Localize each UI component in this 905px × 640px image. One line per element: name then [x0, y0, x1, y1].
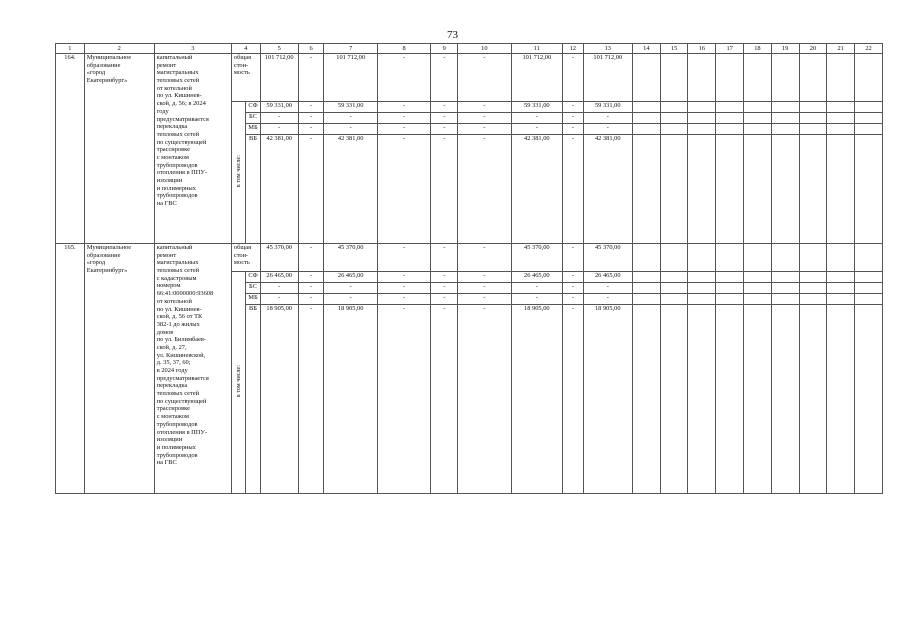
value-cell: 45 370,00	[260, 244, 298, 272]
empty-cell	[688, 113, 716, 124]
empty-cell	[799, 135, 827, 244]
value-cell: -	[298, 283, 324, 294]
empty-cell	[827, 102, 855, 113]
value-cell: -	[431, 135, 458, 244]
value-cell: -	[260, 283, 298, 294]
empty-cell	[632, 244, 660, 272]
value-cell: -	[377, 305, 430, 494]
empty-cell	[688, 124, 716, 135]
value-cell: -	[298, 102, 324, 113]
empty-cell	[771, 305, 799, 494]
empty-cell	[688, 135, 716, 244]
value-cell: 42 381,00	[583, 135, 632, 244]
header-row	[56, 44, 883, 54]
empty-cell	[855, 54, 883, 102]
row-number: 165.	[56, 244, 85, 494]
empty-cell	[744, 294, 772, 305]
value-cell: -	[563, 283, 584, 294]
empty-cell	[771, 124, 799, 135]
value-cell: -	[458, 54, 511, 102]
empty-cell	[827, 135, 855, 244]
value-cell: -	[431, 305, 458, 494]
value-cell: 59 331,00	[260, 102, 298, 113]
column-number: 12	[563, 44, 584, 54]
value-cell: -	[511, 294, 562, 305]
value-cell: -	[458, 305, 511, 494]
row-number: 164.	[56, 54, 85, 244]
value-cell: -	[260, 294, 298, 305]
empty-cell	[716, 54, 744, 102]
value-cell: -	[324, 124, 377, 135]
empty-cell	[716, 283, 744, 294]
empty-cell	[799, 102, 827, 113]
empty-cell	[799, 283, 827, 294]
empty-cell	[632, 124, 660, 135]
value-cell: 59 331,00	[324, 102, 377, 113]
empty-cell	[827, 124, 855, 135]
column-number: 11	[511, 44, 562, 54]
value-cell: -	[298, 113, 324, 124]
column-number: 9	[431, 44, 458, 54]
empty-cell	[855, 283, 883, 294]
value-cell: -	[431, 124, 458, 135]
empty-cell	[771, 244, 799, 272]
total-cost-label: общая стои- мость	[231, 244, 260, 272]
column-number: 20	[799, 44, 827, 54]
value-cell: -	[511, 283, 562, 294]
column-number: 22	[855, 44, 883, 54]
empty-cell	[688, 283, 716, 294]
empty-cell	[660, 294, 688, 305]
value-cell: -	[563, 54, 584, 102]
empty-cell	[855, 294, 883, 305]
empty-cell	[632, 102, 660, 113]
empty-cell	[799, 272, 827, 283]
column-number: 6	[298, 44, 324, 54]
value-cell: -	[377, 272, 430, 283]
total-cost-label: общая стои- мость	[231, 54, 260, 102]
empty-cell	[716, 305, 744, 494]
value-cell: -	[583, 283, 632, 294]
value-cell: -	[377, 294, 430, 305]
including-label: в том числе:	[234, 155, 242, 188]
empty-cell	[771, 113, 799, 124]
value-cell: -	[377, 54, 430, 102]
value-cell: 101 712,00	[324, 54, 377, 102]
value-cell: -	[583, 124, 632, 135]
value-cell: -	[458, 113, 511, 124]
column-number: 2	[84, 44, 154, 54]
empty-cell	[688, 54, 716, 102]
value-cell: -	[431, 102, 458, 113]
empty-cell	[716, 272, 744, 283]
value-cell: -	[298, 244, 324, 272]
value-cell: -	[431, 272, 458, 283]
value-cell: 18 905,00	[511, 305, 562, 494]
description-cell: капитальный ремонт магистральных тепловых сетей от котельной по ул. Кишинев- ской, д. 56; в 2024 году предусматривается перекладка тепловых сетей по существующей трассировке с монтажом трубопроводов отопления в ППУ- изоляции и полимерных трубопроводов на ГВС	[154, 54, 231, 244]
empty-cell	[660, 54, 688, 102]
column-number: 19	[771, 44, 799, 54]
value-cell: 101 712,00	[583, 54, 632, 102]
empty-cell	[827, 113, 855, 124]
including-label-cell	[231, 102, 245, 244]
value-cell: -	[431, 244, 458, 272]
empty-cell	[744, 283, 772, 294]
funding-source-label: БС	[246, 113, 260, 124]
funding-source-label: СФ	[246, 102, 260, 113]
empty-cell	[799, 54, 827, 102]
empty-cell	[660, 124, 688, 135]
column-number: 10	[458, 44, 511, 54]
value-cell: -	[377, 283, 430, 294]
empty-cell	[799, 294, 827, 305]
funding-source-label: МБ	[246, 294, 260, 305]
empty-cell	[744, 135, 772, 244]
value-cell: -	[431, 283, 458, 294]
empty-cell	[855, 272, 883, 283]
column-number: 17	[716, 44, 744, 54]
value-cell: -	[563, 124, 584, 135]
empty-cell	[688, 102, 716, 113]
value-cell: -	[377, 102, 430, 113]
empty-cell	[771, 294, 799, 305]
empty-cell	[771, 102, 799, 113]
value-cell: -	[260, 113, 298, 124]
value-cell: 59 331,00	[583, 102, 632, 113]
empty-cell	[716, 113, 744, 124]
value-cell: -	[511, 124, 562, 135]
empty-cell	[827, 294, 855, 305]
empty-cell	[716, 244, 744, 272]
value-cell: 101 712,00	[260, 54, 298, 102]
value-cell: 42 381,00	[324, 135, 377, 244]
empty-cell	[827, 283, 855, 294]
value-cell: -	[298, 305, 324, 494]
including-label: в том числе:	[234, 365, 242, 398]
empty-cell	[799, 244, 827, 272]
column-number: 16	[688, 44, 716, 54]
empty-cell	[827, 305, 855, 494]
value-cell: -	[563, 272, 584, 283]
column-number: 18	[744, 44, 772, 54]
value-cell: -	[298, 272, 324, 283]
value-cell: -	[563, 113, 584, 124]
empty-cell	[855, 124, 883, 135]
column-number: 21	[827, 44, 855, 54]
value-cell: 26 465,00	[511, 272, 562, 283]
empty-cell	[827, 54, 855, 102]
empty-cell	[827, 272, 855, 283]
value-cell: -	[377, 135, 430, 244]
value-cell: -	[458, 272, 511, 283]
owner-cell: Муниципальное образование «город Екатеринбург»	[84, 244, 154, 494]
program-table	[55, 43, 883, 494]
value-cell: -	[563, 244, 584, 272]
empty-cell	[688, 294, 716, 305]
empty-cell	[688, 244, 716, 272]
empty-cell	[855, 102, 883, 113]
value-cell: -	[260, 124, 298, 135]
empty-cell	[660, 244, 688, 272]
column-number: 3	[154, 44, 231, 54]
value-cell: -	[583, 294, 632, 305]
column-number: 8	[377, 44, 430, 54]
funding-source-label: БС	[246, 283, 260, 294]
value-cell: 42 381,00	[260, 135, 298, 244]
empty-cell	[744, 305, 772, 494]
value-cell: -	[511, 113, 562, 124]
empty-cell	[771, 54, 799, 102]
value-cell: -	[298, 135, 324, 244]
empty-cell	[771, 283, 799, 294]
funding-source-label: СФ	[246, 272, 260, 283]
value-cell: 26 465,00	[583, 272, 632, 283]
column-number: 14	[632, 44, 660, 54]
empty-cell	[632, 54, 660, 102]
empty-cell	[799, 124, 827, 135]
value-cell: -	[298, 54, 324, 102]
value-cell: 59 331,00	[511, 102, 562, 113]
value-cell: 42 381,00	[511, 135, 562, 244]
value-cell: 18 905,00	[324, 305, 377, 494]
column-number: 1	[56, 44, 85, 54]
value-cell: -	[583, 113, 632, 124]
empty-cell	[716, 294, 744, 305]
empty-cell	[855, 113, 883, 124]
value-cell: -	[298, 124, 324, 135]
value-cell: -	[458, 244, 511, 272]
funding-source-label: ВБ	[246, 135, 260, 244]
funding-source-label: ВБ	[246, 305, 260, 494]
empty-cell	[799, 305, 827, 494]
empty-cell	[660, 305, 688, 494]
empty-cell	[799, 113, 827, 124]
owner-cell: Муниципальное образование «город Екатеринбург»	[84, 54, 154, 244]
empty-cell	[827, 244, 855, 272]
empty-cell	[660, 135, 688, 244]
page-number: 73	[447, 29, 458, 41]
value-cell: -	[563, 135, 584, 244]
value-cell: -	[324, 283, 377, 294]
including-label-cell	[231, 272, 245, 494]
value-cell: -	[431, 294, 458, 305]
column-number: 7	[324, 44, 377, 54]
value-cell: -	[458, 124, 511, 135]
value-cell: -	[324, 294, 377, 305]
empty-cell	[771, 272, 799, 283]
empty-cell	[632, 272, 660, 283]
empty-cell	[660, 102, 688, 113]
value-cell: -	[377, 124, 430, 135]
empty-cell	[660, 272, 688, 283]
empty-cell	[744, 113, 772, 124]
column-number: 15	[660, 44, 688, 54]
value-cell: -	[431, 113, 458, 124]
empty-cell	[716, 102, 744, 113]
empty-cell	[632, 113, 660, 124]
value-cell: 18 905,00	[583, 305, 632, 494]
empty-cell	[632, 294, 660, 305]
value-cell: -	[377, 113, 430, 124]
empty-cell	[632, 305, 660, 494]
column-number: 5	[260, 44, 298, 54]
value-cell: -	[458, 294, 511, 305]
column-number: 4	[231, 44, 260, 54]
value-cell: -	[458, 135, 511, 244]
value-cell: -	[431, 54, 458, 102]
empty-cell	[744, 54, 772, 102]
value-cell: -	[377, 244, 430, 272]
empty-cell	[855, 244, 883, 272]
funding-source-label: МБ	[246, 124, 260, 135]
value-cell: 18 905,00	[260, 305, 298, 494]
value-cell: -	[563, 294, 584, 305]
empty-cell	[744, 124, 772, 135]
description-cell: капитальный ремонт магистральных тепловых сетей с кадастровым номером 66:41:0000000:93608 от котельной по ул. Кишинев- ской, д. 56 от ТК 382-1 до жилых домов по ул. Билимбаев- ской, д. 27, ул. Кишиневской, д. 35, 37, 60; в 2024 году предусматривается перекладка тепловых сетей по существующей трассировке с монтажом трубопроводов отопления в ППУ- изоляции и полимерных трубопроводов на ГВС	[154, 244, 231, 494]
empty-cell	[716, 124, 744, 135]
value-cell: 45 370,00	[324, 244, 377, 272]
value-cell: 26 465,00	[260, 272, 298, 283]
value-cell: -	[298, 294, 324, 305]
empty-cell	[632, 135, 660, 244]
value-cell: -	[458, 283, 511, 294]
empty-cell	[632, 283, 660, 294]
empty-cell	[716, 135, 744, 244]
value-cell: 26 465,00	[324, 272, 377, 283]
value-cell: 45 370,00	[583, 244, 632, 272]
value-cell: 45 370,00	[511, 244, 562, 272]
value-cell: -	[458, 102, 511, 113]
empty-cell	[771, 135, 799, 244]
empty-cell	[688, 305, 716, 494]
empty-cell	[744, 102, 772, 113]
table-row	[56, 244, 883, 272]
value-cell: -	[324, 113, 377, 124]
empty-cell	[744, 272, 772, 283]
value-cell: -	[563, 102, 584, 113]
column-number: 13	[583, 44, 632, 54]
value-cell: 101 712,00	[511, 54, 562, 102]
value-cell: -	[563, 305, 584, 494]
empty-cell	[744, 244, 772, 272]
empty-cell	[855, 135, 883, 244]
table-row	[56, 54, 883, 102]
empty-cell	[688, 272, 716, 283]
empty-cell	[660, 283, 688, 294]
empty-cell	[855, 305, 883, 494]
empty-cell	[660, 113, 688, 124]
